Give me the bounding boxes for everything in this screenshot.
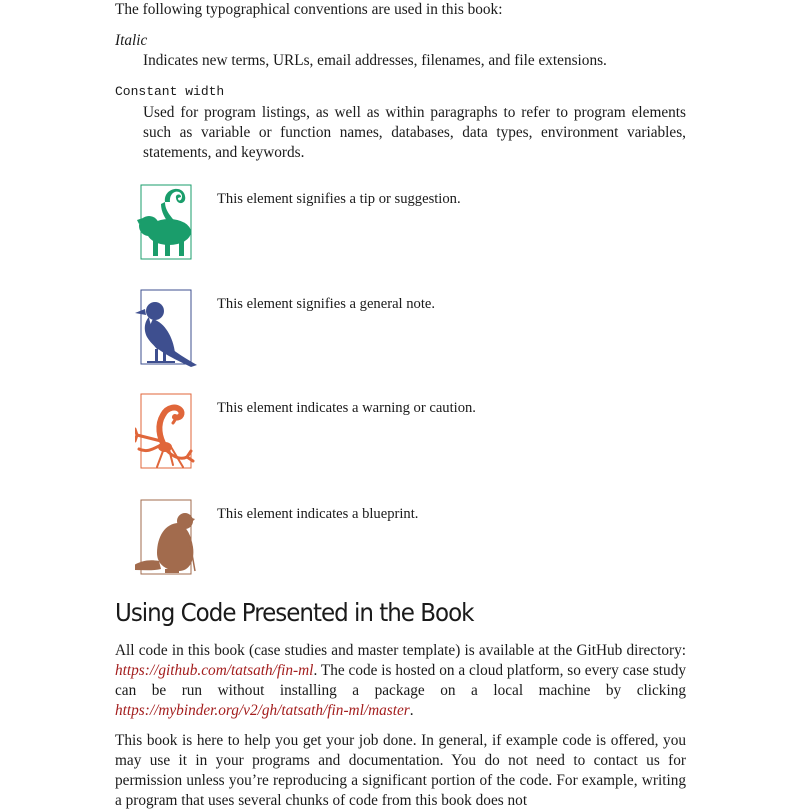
- section-heading: Using Code Presented in the Book: [115, 598, 474, 627]
- section-paragraph-2: This book is here to help you get your job done. In general, if example code is offered, you may use it in your programs and documentation. You do not need to contact us for permission unless you’re reproducing a significant portion of the code. For example, writing a program that uses several chunks of code from this book does not: [115, 732, 686, 809]
- crow-icon: [135, 287, 197, 367]
- p1-text-c: .: [409, 702, 414, 719]
- scorpion-icon: [135, 391, 197, 471]
- p1-text-a: All code in this book (case studies and master template) is available at the GitHub directory:: [115, 642, 686, 659]
- notice-text: This element signifies a general note.: [217, 296, 436, 312]
- notice-text: This element signifies a tip or suggestion.: [217, 191, 461, 207]
- notice-text: This element indicates a warning or caution.: [217, 400, 476, 416]
- definition-italic: Indicates new terms, URLs, email addresses, filenames, and file extensions.: [143, 52, 607, 69]
- github-link[interactable]: https://github.com/tatsath/fin-ml: [115, 662, 314, 679]
- definition-constant-width: Used for program listings, as well as within paragraphs to refer to program elements such as variable or function names, databases, data types, environment variables, statements, and keywords.: [143, 104, 686, 161]
- term-italic: Italic: [115, 32, 148, 49]
- lemur-icon: [135, 182, 197, 262]
- binder-link[interactable]: https://mybinder.org/v2/gh/tatsath/fin-ml/master: [115, 702, 410, 719]
- notice-text: This element indicates a blueprint.: [217, 506, 419, 522]
- section-paragraph-1: [115, 641, 686, 721]
- p1-text-b: . The code is hosted on a cloud platform, so every case study can be run without installing a package on a local machine by clicking: [115, 662, 686, 699]
- conventions-intro: The following typographical conventions are used in this book:: [115, 1, 503, 18]
- term-constant-width: Constant width: [115, 84, 225, 99]
- beaver-icon: [135, 497, 197, 577]
